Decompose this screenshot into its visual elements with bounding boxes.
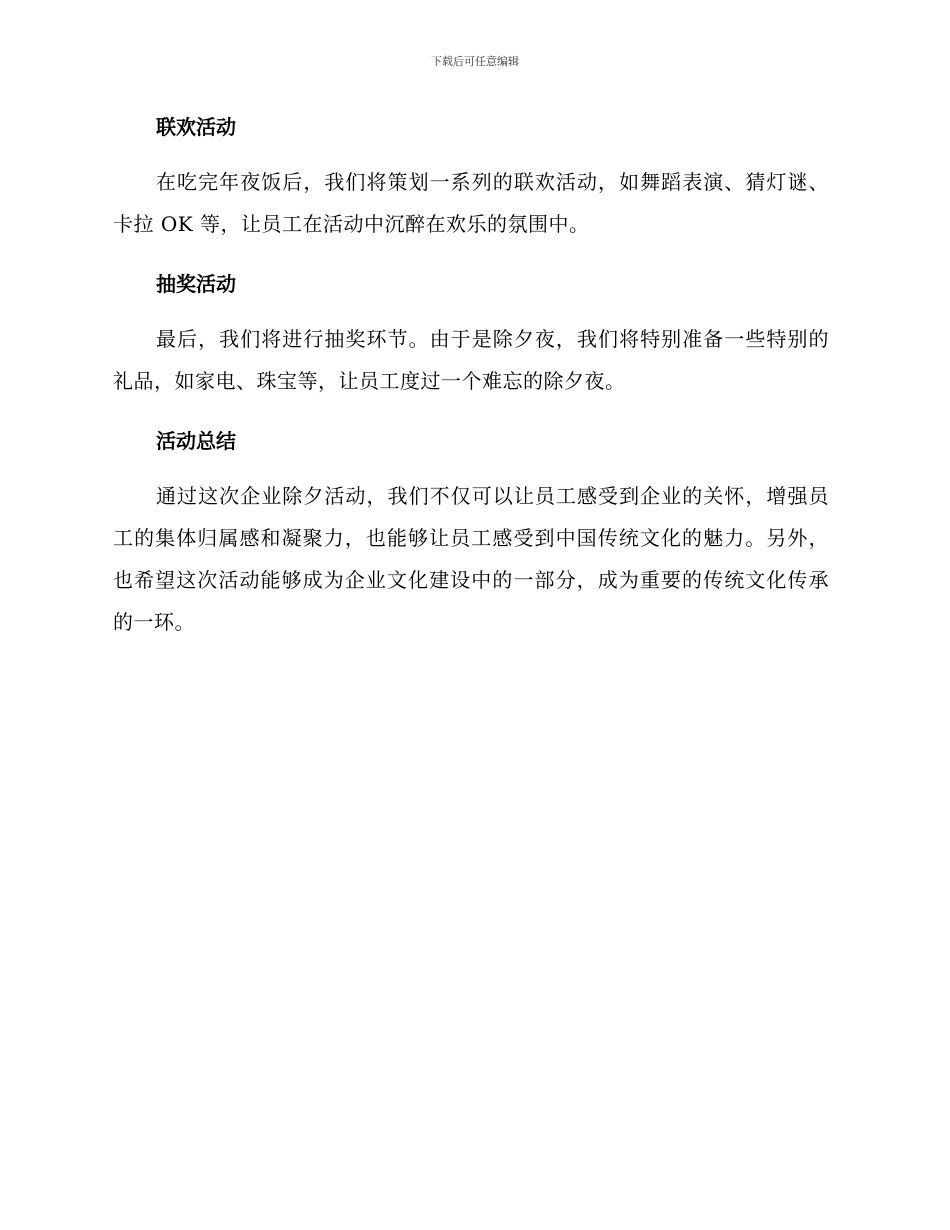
section-zongjie: [113, 422, 829, 643]
document-content: [113, 108, 829, 663]
section-body: 最后，我们将进行抽奖环节。由于是除夕夜，我们将特别准备一些特别的礼品，如家电、珠宝等，让员工度过一个难忘的除夕夜。: [113, 327, 829, 393]
section-body: 在吃完年夜饭后，我们将策划一系列的联欢活动，如舞蹈表演、猜灯谜、卡拉 OK 等，让员工在活动中沉醉在欢乐的氛围中。: [113, 170, 829, 236]
section-heading: 抽奖活动: [156, 272, 236, 296]
section-heading: 活动总结: [156, 429, 236, 453]
section-heading: 联欢活动: [156, 115, 236, 139]
section-body: 通过这次企业除夕活动，我们不仅可以让员工感受到企业的关怀，增强员工的集体归属感和凝聚力，也能够让员工感受到中国传统文化的魅力。另外，也希望这次活动能够成为企业文化建设中的一部分，成为重要的传统文化传承的一环。: [113, 484, 829, 634]
section-lianhuan: [113, 108, 829, 245]
section-choujiang: [113, 265, 829, 402]
header-note: 下载后可任意编辑: [431, 55, 519, 68]
